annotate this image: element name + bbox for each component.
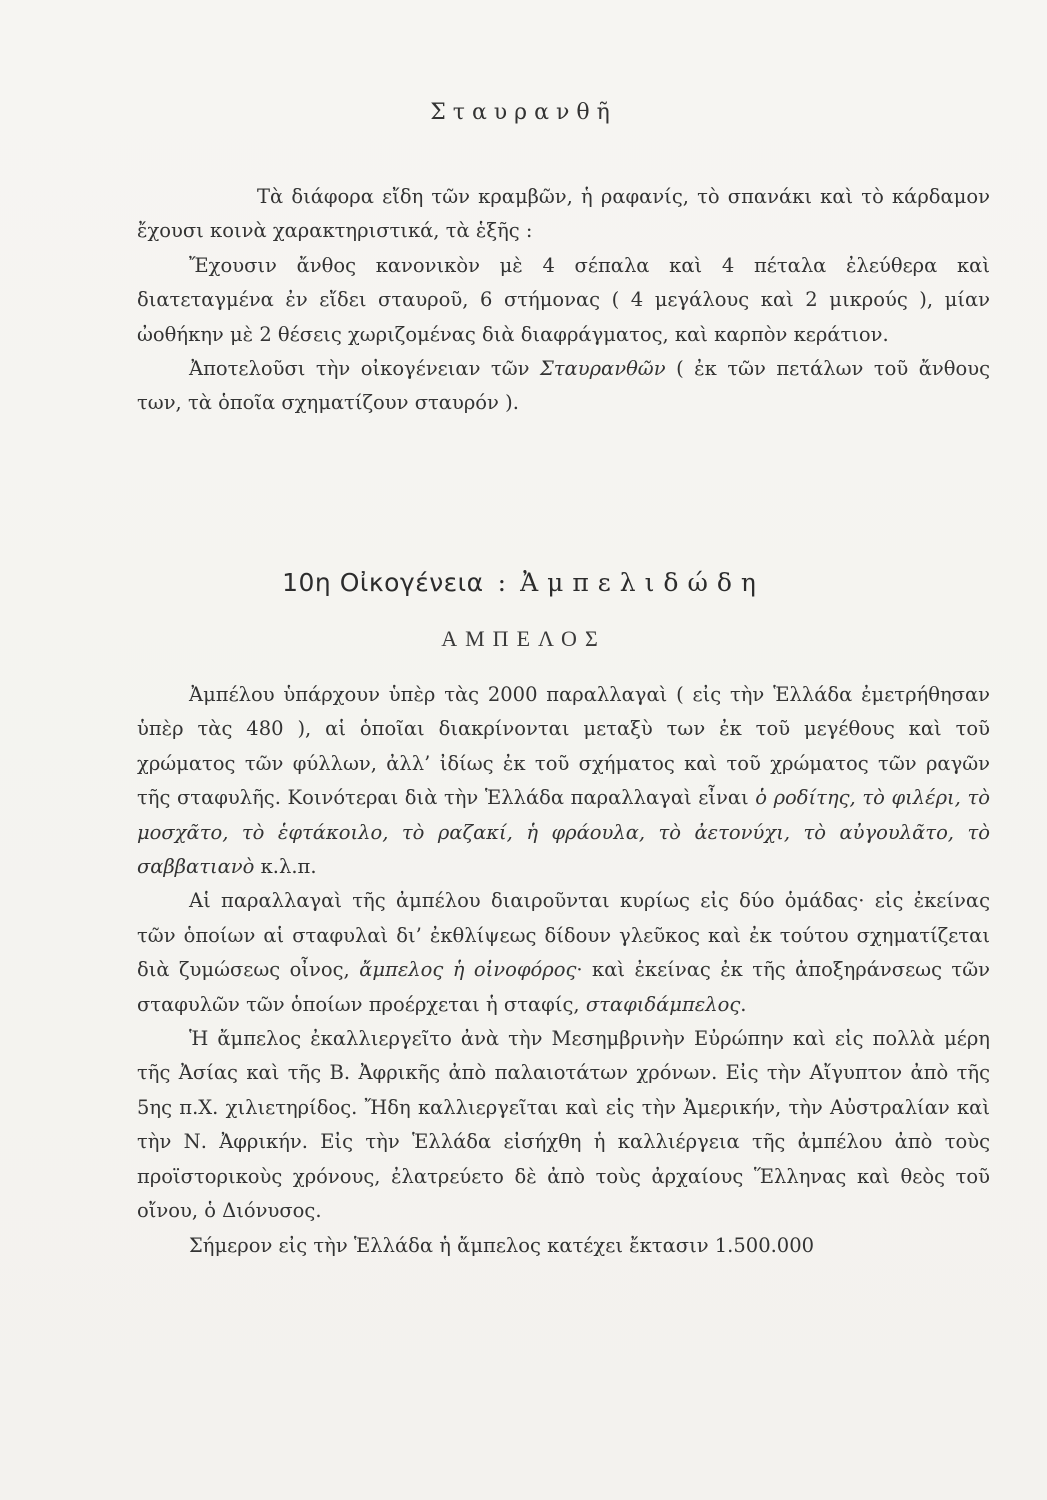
- family-name-italic: Σταυρανθῶν: [539, 357, 666, 381]
- vine-groups-paragraph: [137, 884, 990, 1022]
- family-heading-name: Ἀμπελιδώδη: [520, 568, 765, 597]
- vine-p1-start: Ἀμπέλου ὑπάρχουν ὑπὲρ τὰς 2000 παραλλαγαὶ ( εἰς τὴν Ἑλλάδα ἐμετρήθησαν ὑπὲρ τὰς 480 ), αἱ ὁποῖαι διακρίνονται μεταξὺ των ἐκ τοῦ μεγέθους καὶ τοῦ χρώματος τῶν φύλλων, ἀλλ’ ἰδίως ἐκ τοῦ σχήματος καὶ τοῦ χρώματος τῶν ραγῶν τῆς σταφυλῆς. Κοινότεραι διὰ τὴν Ἑλλάδα παραλλαγαὶ εἶναι: [137, 683, 990, 810]
- family-heading: [0, 568, 1047, 597]
- family-heading-separator: :: [497, 568, 507, 597]
- vine-text: [137, 678, 990, 1263]
- vine-p2-start: Αἱ παραλλαγαὶ τῆς ἀμπέλου διαιροῦνται κυρίως εἰς δύο ὁμάδας· εἰς ἐκείνας τῶν ὁποίων αἱ σταφυλαὶ δι’ ἐκθλίψεως δίδουν γλεῦκος καὶ ἐκ τούτου σχηματίζεται διὰ ζυμώσεως οἶνος,: [137, 889, 990, 982]
- cruciferae-features-paragraph: Ἔχουσιν ἄνθος κανονικὸν μὲ 4 σέπαλα καὶ 4 πέταλα ἐλεύθερα καὶ διατεταγμένα ἐν εἴδει σταυροῦ, 6 στήμονας ( 4 μεγάλους καὶ 2 μικρούς ), μίαν ὠοθήκην μὲ 2 θέσεις χωριζομένας διὰ διαφράγματος, καὶ καρπὸν κεράτιον.: [137, 253, 990, 346]
- cruciferae-intro-paragraph: Τὰ διάφορα εἴδη τῶν κραμβῶν, ἡ ραφανίς, τὸ σπανάκι καὶ τὸ κάρδαμον ἔχουσι κοινὰ χαρακτηριστικά, τὰ ἑξῆς :: [137, 185, 990, 243]
- vine-p2-end: .: [740, 992, 747, 1016]
- vine-p2-mid: · καὶ ἐκείνας ἐκ τῆς ἀποξηράνσεως τῶν σταφυλῶν τῶν ὁποίων προέρχεται ἡ σταφίς,: [137, 958, 990, 1016]
- cruciferae-family-paragraph: [137, 352, 990, 421]
- raisin-vine-italic: σταφιδάμπελος: [585, 992, 741, 1016]
- section-title: Σταυρανθῆ: [430, 100, 617, 125]
- plant-title: ΑΜΠΕΛΟΣ: [441, 626, 606, 651]
- vine-p1-end: κ.λ.π.: [260, 855, 317, 879]
- cruciferae-text: [137, 180, 990, 421]
- vine-area-paragraph: Σήμερον εἰς τὴν Ἑλλάδα ἡ ἄμπελος κατέχει ἔκτασιν 1.500.000: [189, 1233, 815, 1257]
- vine-varieties-italic: ὁ ροδίτης, τὸ φιλέρι, τὸ μοσχᾶτο, τὸ ἑφτάκοιλο, τὸ ραζακί, ἡ φράουλα, τὸ ἀετονύχι, τὸ αὐγουλᾶτο, τὸ σαββατιανὸ: [137, 786, 990, 879]
- family-sentence-start: Ἀποτελοῦσι τὴν οἰκογένειαν τῶν: [189, 357, 530, 381]
- vine-varieties-paragraph: [137, 678, 990, 884]
- vine-history-paragraph: Ἡ ἄμπελος ἐκαλλιεργεῖτο ἀνὰ τὴν Μεσημβρινὴν Εὐρώπην καὶ εἰς πολλὰ μέρη τῆς Ἀσίας καὶ τῆς Β. Ἀφρικῆς ἀπὸ παλαιοτάτων χρόνων. Εἰς τὴν Αἴγυπτον ἀπὸ τῆς 5ης π.Χ. χιλιετηρίδος. Ἤδη καλλιεργεῖται καὶ εἰς τὴν Ἀμερικήν, τὴν Αὐστραλίαν καὶ τὴν Ν. Ἀφρικήν. Εἰς τὴν Ἑλλάδα εἰσήχθη ἡ καλλιέργεια τῆς ἀμπέλου ἀπὸ τοὺς προϊστορικοὺς χρόνους, ἐλατρεύετο δὲ ἀπὸ τοὺς ἀρχαίους Ἕλληνας καὶ θεὸς τοῦ οἴνου, ὁ Διόνυσος.: [137, 1027, 990, 1223]
- family-sentence-end: ( ἐκ τῶν πετάλων τοῦ ἄνθους των, τὰ ὁποῖα σχηματίζουν σταυρόν ).: [137, 357, 990, 415]
- family-heading-label: 10η Οἰκογένεια: [282, 568, 484, 597]
- wine-vine-italic: ἄμπελος ἡ οἰνοφόρος: [359, 958, 577, 982]
